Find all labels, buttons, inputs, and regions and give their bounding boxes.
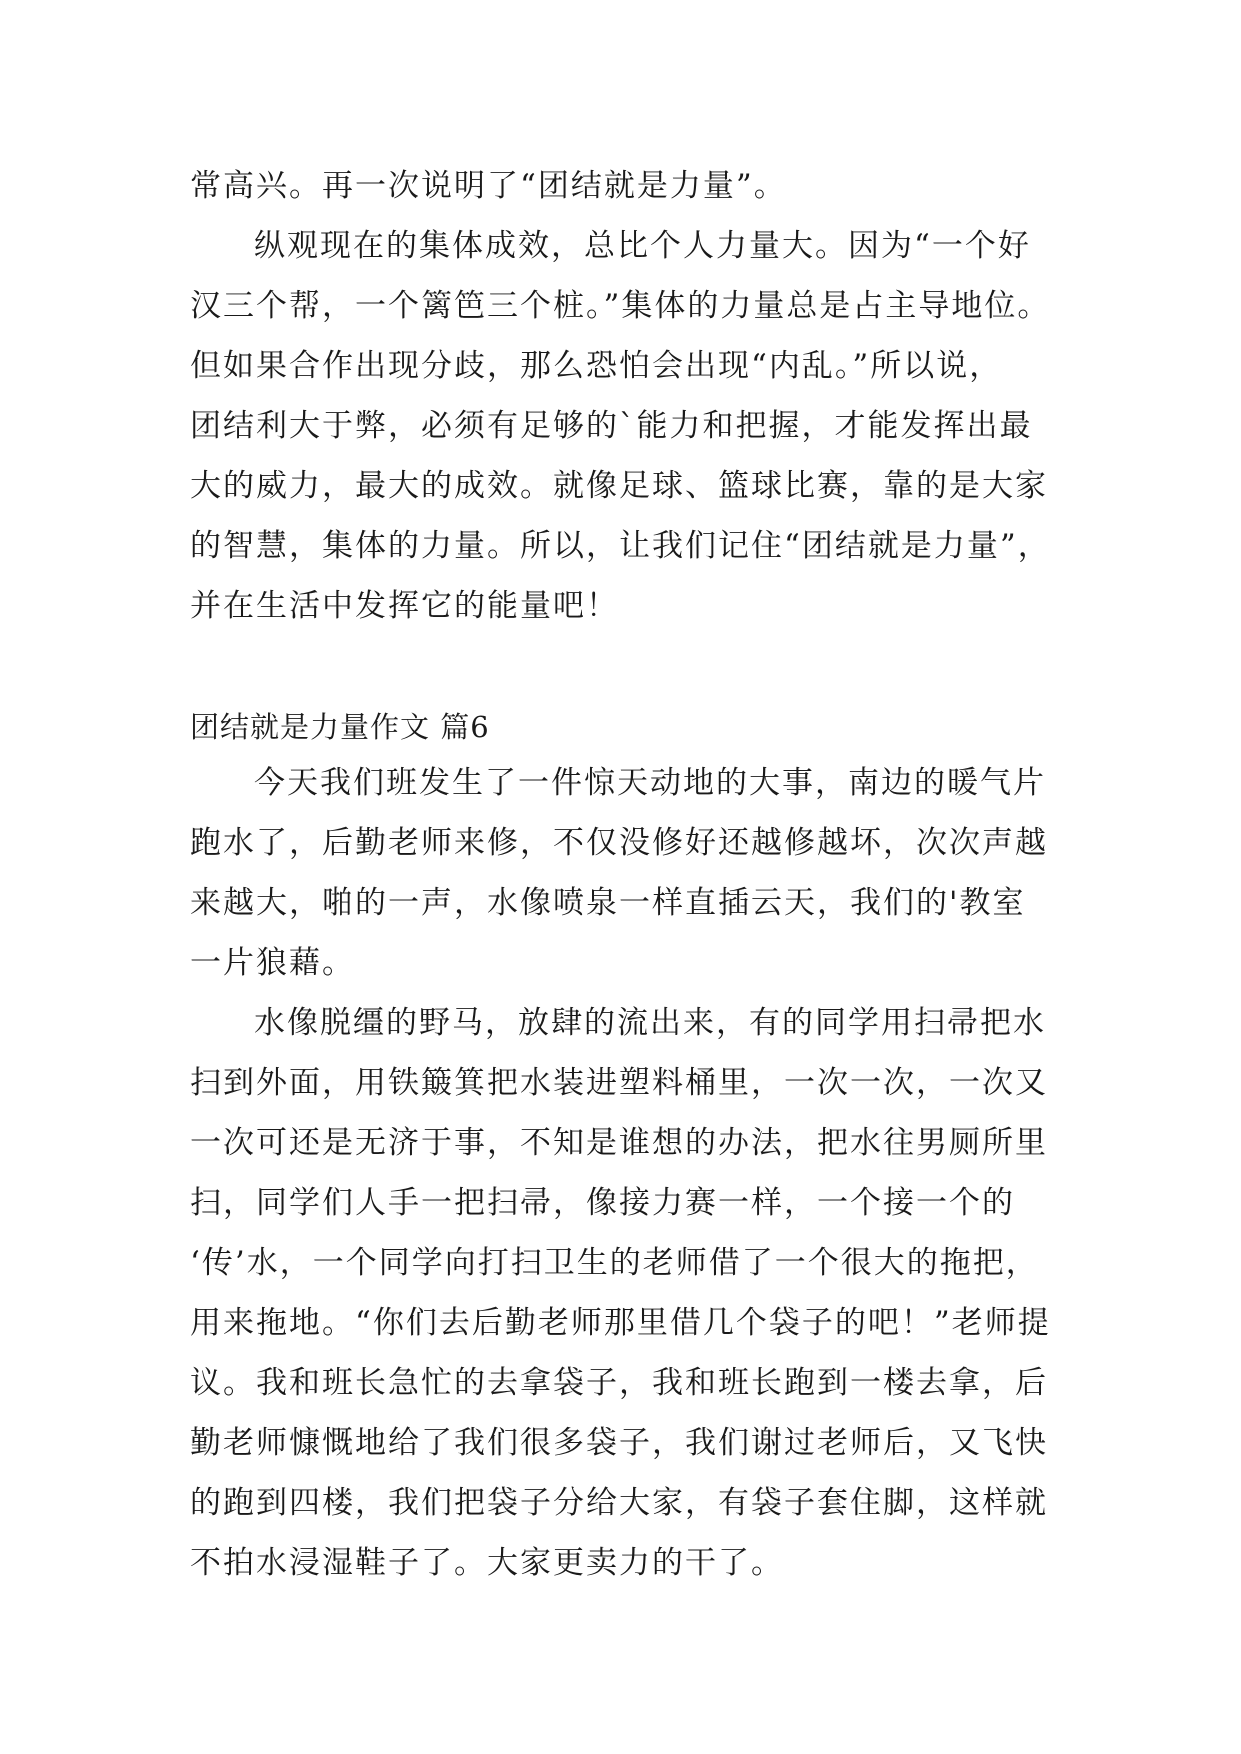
document-body (190, 156, 1070, 1593)
paragraph-line: 议。我和班长急忙的去拿袋子，我和班长跑到一楼去拿，后 (190, 1365, 1048, 1401)
paragraph-line: 扫，同学们人手一把扫帚，像接力赛一样，一个接一个的 (190, 1185, 1015, 1221)
section-gap (190, 636, 1070, 701)
paragraph-line: 勤老师慷慨地给了我们很多袋子，我们谢过老师后，又飞快 (190, 1425, 1048, 1461)
paragraph-line: 常高兴。再一次说明了“团结就是力量”。 (190, 168, 787, 204)
paragraph-line: 大的威力，最大的成效。就像足球、篮球比赛，靠的是大家 (190, 468, 1048, 504)
paragraph-line: 汉三个帮，一个篱笆三个桩。”集体的力量总是占主导地位。 (190, 288, 1051, 324)
paragraph-line: 来越大，啪的一声，水像喷泉一样直插云天，我们的'教室 (190, 885, 1026, 921)
paragraph-line: 的跑到四楼，我们把袋子分给大家，有袋子套住脚，这样就 (190, 1485, 1048, 1521)
paragraph-line: 今天我们班发生了一件惊天动地的大事，南边的暖气片 (254, 765, 1046, 801)
paragraph-line: 但如果合作出现分歧，那么恐怕会出现“内乱。”所以说， (190, 348, 1003, 384)
paragraph-line: 一次可还是无济于事，不知是谁想的办法，把水往男厕所里 (190, 1125, 1048, 1161)
section-heading: 团结就是力量作文 篇6 (190, 710, 490, 744)
paragraph-line: 跑水了，后勤老师来修，不仅没修好还越修越坏，次次声越 (190, 825, 1048, 861)
paragraph-line: ‘传’水，一个同学向打扫卫生的老师借了一个很大的拖把， (190, 1245, 1039, 1281)
paragraph-line: 不拍水浸湿鞋子了。大家更卖力的干了。 (190, 1545, 784, 1581)
paragraph-line: 用来拖地。“你们去后勤老师那里借几个袋子的吧！”老师提 (190, 1305, 1051, 1341)
paragraph-line: 并在生活中发挥它的能量吧！ (190, 588, 619, 624)
paragraph-line: 纵观现在的集体成效，总比个人力量大。因为“一个好 (254, 228, 1031, 264)
paragraph-line: 的智慧，集体的力量。所以，让我们记住“团结就是力量”， (190, 528, 1051, 564)
paragraph-line: 水像脱缰的野马，放肆的流出来，有的同学用扫帚把水 (254, 1005, 1046, 1041)
paragraph-line: 团结利大于弊，必须有足够的`能力和把握，才能发挥出最 (190, 408, 1033, 444)
paragraph-line: 扫到外面，用铁簸箕把水装进塑料桶里，一次一次，一次又 (190, 1065, 1048, 1101)
paragraph-line: 一片狼藉。 (190, 945, 355, 981)
